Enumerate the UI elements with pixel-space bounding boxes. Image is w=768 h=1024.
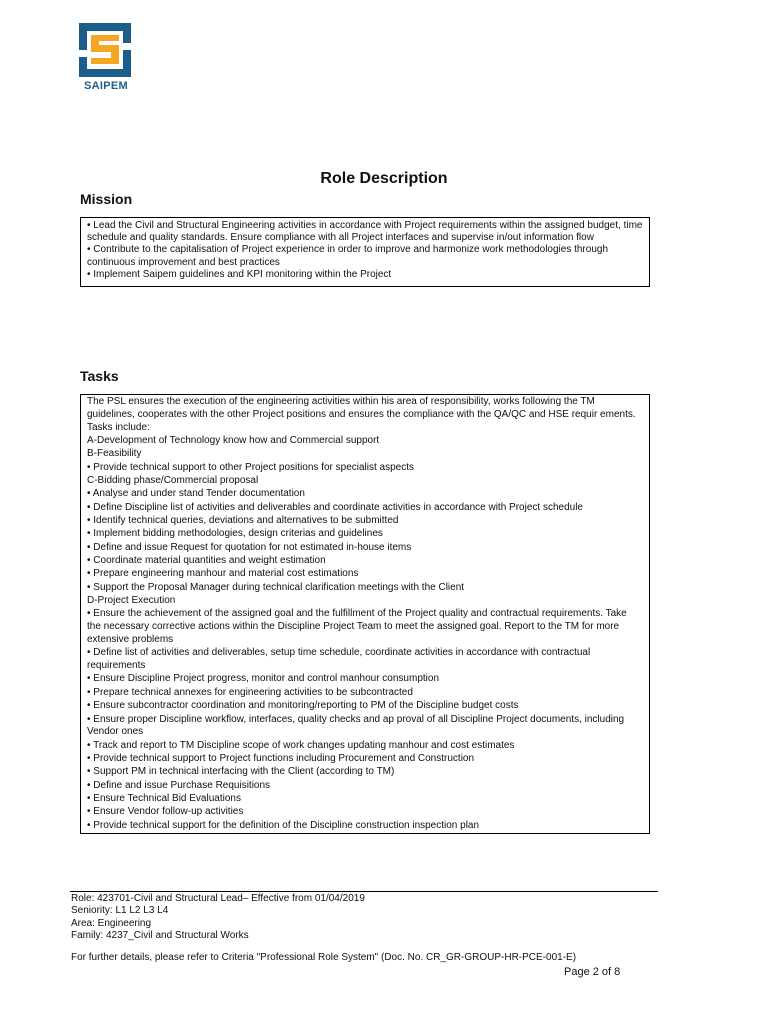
task-item: • Provide technical support for the definition of the Discipline construction inspection plan — [87, 819, 480, 831]
footer-seniority: Seniority: L1 L2 L3 L4 — [71, 905, 169, 917]
task-item: • Ensure Vendor follow-up activities — [87, 806, 244, 818]
mission-item: • Contribute to the capitalisation of Project experience in order to improve and harmonize work methodologies through continuous improvement and best practices — [87, 244, 609, 268]
task-item: • Define and issue Request for quotation for not estimated in-house items — [87, 541, 412, 553]
task-item: • Identify technical queries, deviations and alternatives to be submitted — [87, 515, 399, 526]
task-item: • Define Discipline list of activities and deliverables and coordinate activities in accordance with Project schedule — [87, 501, 583, 513]
task-item: • Define list of activities and deliverables, setup time schedule, coordinate activities in accordance with contractual requirements — [87, 647, 591, 672]
mission-heading: Mission — [80, 191, 133, 207]
task-item: • Ensure proper Discipline workflow, interfaces, quality checks and ap proval of all Discipline Project documents, including Vendor ones — [87, 713, 625, 738]
footer-note: For further details, please refer to Criteria "Professional Role System" (Doc. No. CR_GR-GROUP-HR-PCE-001-E) — [71, 952, 577, 963]
task-item: • Analyse and under stand Tender documentation — [87, 488, 305, 500]
task-item: • Provide technical support to Project functions including Procurement and Construction — [87, 753, 475, 764]
mission-item: • Implement Saipem guidelines and KPI monitoring within the Project — [87, 268, 392, 280]
mission-item: • Lead the Civil and Structural Engineering activities in accordance with Project requirements within the assigned budget, time schedule and quality standards. Ensure compliance with all Project interfaces and supervise in/out information flow — [87, 220, 643, 244]
page-number: Page 2 of 8 — [564, 966, 621, 978]
task-item: • Ensure Technical Bid Evaluations — [87, 793, 241, 805]
tasks-box — [80, 394, 650, 834]
footer-family: Family: 4237_Civil and Structural Works — [71, 929, 249, 941]
footer-info — [71, 893, 365, 942]
task-phase: A-Development of Technology know how and Commercial support — [87, 434, 380, 446]
mission-box — [80, 217, 650, 287]
footer-role: Role: 423701-Civil and Structural Lead– Effective from 01/04/2019 — [71, 893, 365, 904]
task-item: • Prepare technical annexes for engineering activities to be subcontracted — [87, 686, 413, 698]
task-phase: C-Bidding phase/Commercial proposal — [87, 474, 259, 486]
task-item: • Provide technical support to other Project positions for specialist aspects — [87, 461, 414, 473]
tasks-heading: Tasks — [80, 368, 119, 384]
footer-area: Area: Engineering — [71, 917, 152, 929]
task-item: • Define and issue Purchase Requisitions — [87, 779, 271, 791]
task-item: • Ensure Discipline Project progress, monitor and control manhour consumption — [87, 673, 440, 685]
footer-divider — [70, 891, 658, 892]
tasks-intro: The PSL ensures the execution of the engineering activities within his area of responsibility, works following the TM guidelines, cooperates with the other Project positions and ensures the compliance with the QA/QC and HSE requir ements. Tasks include: — [87, 396, 636, 433]
task-phase: B-Feasibility — [87, 448, 142, 460]
task-item: • Track and report to TM Discipline scope of work changes updating manhour and cost estimates — [87, 739, 515, 751]
saipem-wordmark: SAIPEM — [84, 80, 128, 92]
task-item: • Implement bidding methodologies, design criterias and guidelines — [87, 528, 383, 540]
task-item: • Coordinate material quantities and weight estimation — [87, 555, 326, 567]
task-item: • Ensure the achievement of the assigned goal and the fulfillment of the Project quality and contractual requirements. Take the necessary corrective actions within the Discipline Project Team to meet the assigned goal. Report to the TM for more extensive problems — [87, 608, 627, 645]
task-item: • Ensure subcontractor coordination and monitoring/reporting to PM of the Discipline budget costs — [87, 700, 519, 712]
task-item: • Support PM in technical interfacing with the Client (according to TM) — [87, 766, 395, 778]
task-item: • Prepare engineering manhour and material cost estimations — [87, 568, 359, 580]
task-phase: D-Project Execution — [87, 595, 176, 607]
task-item: • Support the Proposal Manager during technical clarification meetings with the Client — [87, 581, 465, 593]
page-title: Role Description — [320, 170, 448, 187]
